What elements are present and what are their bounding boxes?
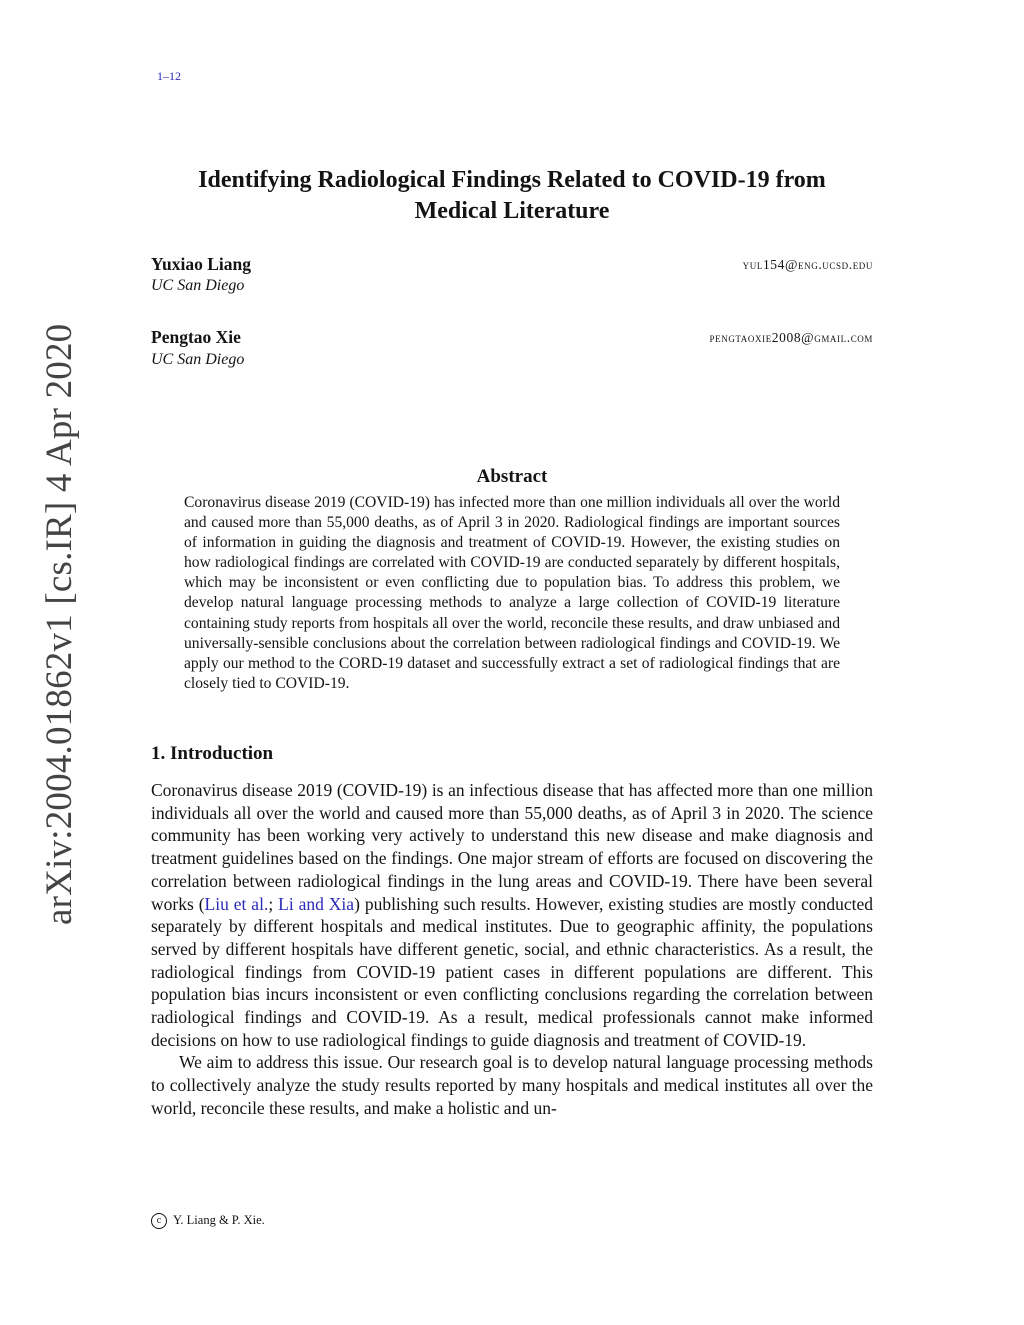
author-affiliation: UC San Diego: [151, 351, 245, 368]
copyright-notice: [151, 1213, 265, 1229]
introduction-body: [151, 779, 873, 1120]
abstract-text: Coronavirus disease 2019 (COVID-19) has infected more than one million individuals all over the world and caused more than 55,000 deaths, as of April 3 in 2020. Radiological findings are important sources of information in guiding the diagnosis and treatment of COVID-19. However, the existing studies on how radiological findings are correlated with COVID-19 are conducted separately by different hospitals, which may be inconsistent or even conflicting due to population bias. To address this problem, we develop natural language processing methods to analyze a large collection of COVID-19 literature containing study reports from hospitals all over the world, reconcile these results, and draw unbiased and universally-sensible conclusions about the correlation between radiological findings and COVID-19. We apply our method to the CORD-19 dataset and successfully extract a set of radiological findings that are closely tied to COVID-19.: [184, 494, 840, 692]
author-name: Yuxiao Liang: [151, 254, 252, 274]
paragraph-text: ) publishing such results. However, existing studies are mostly conducted separately by different hospitals and medical institutes. Due to geographic affinity, the populations served by different hospitals have different genetic, social, and ethnic characteristics. As a result, the radiological findings from COVID-19 patient cases in different populations are different. This population bias incurs inconsistent or even conflicting conclusions regarding the correlation between radiological findings and COVID-19. As a result, medical professionals cannot make informed decisions on how to use radiological findings to guide diagnosis and treatment of COVID-19.: [151, 893, 873, 1050]
citation-separator: ;: [268, 893, 279, 914]
author-email: yul154@eng.ucsd.edu: [742, 257, 873, 272]
citation-link[interactable]: Liu et al.: [204, 893, 269, 914]
title-line-1: Identifying Radiological Findings Related to COVID-19 from: [198, 167, 826, 193]
copyright-icon: c: [151, 1213, 167, 1229]
paragraph: We aim to address this issue. Our research goal is to develop natural language processing methods to collectively analyze the study results reported by many hospitals and medical institutes all over the world, reconcile these results, and make a holistic and un-: [151, 1052, 873, 1118]
paragraph-text: Coronavirus disease 2019 (COVID-19) is an infectious disease that has affected more than one million individuals all over the world and caused more than 55,000 deaths, as of April 3 in 2020. The science community has been working very actively to understand this new disease and make diagnosis and treatment guidelines based on the findings. One major stream of efforts are focused on discovering the correlation between radiological findings in the lung areas and COVID-19. There have been several works (: [151, 780, 873, 914]
arxiv-identifier-stamp: arXiv:2004.01862v1 [cs.IR] 4 Apr 2020: [39, 323, 80, 925]
copyright-text: Y. Liang & P. Xie.: [173, 1213, 265, 1227]
title-line-2: Medical Literature: [414, 198, 610, 224]
page-range[interactable]: 1–12: [157, 69, 181, 83]
paragraph: [151, 779, 873, 1051]
section-heading-introduction: 1. Introduction: [151, 743, 274, 764]
abstract-heading: Abstract: [476, 466, 548, 487]
author-affiliation: UC San Diego: [151, 277, 245, 294]
author-email: pengtaoxie2008@gmail.com: [709, 330, 873, 345]
paper-title: [120, 165, 904, 227]
citation-link[interactable]: Li and Xia: [278, 893, 355, 914]
author-name: Pengtao Xie: [151, 327, 241, 347]
